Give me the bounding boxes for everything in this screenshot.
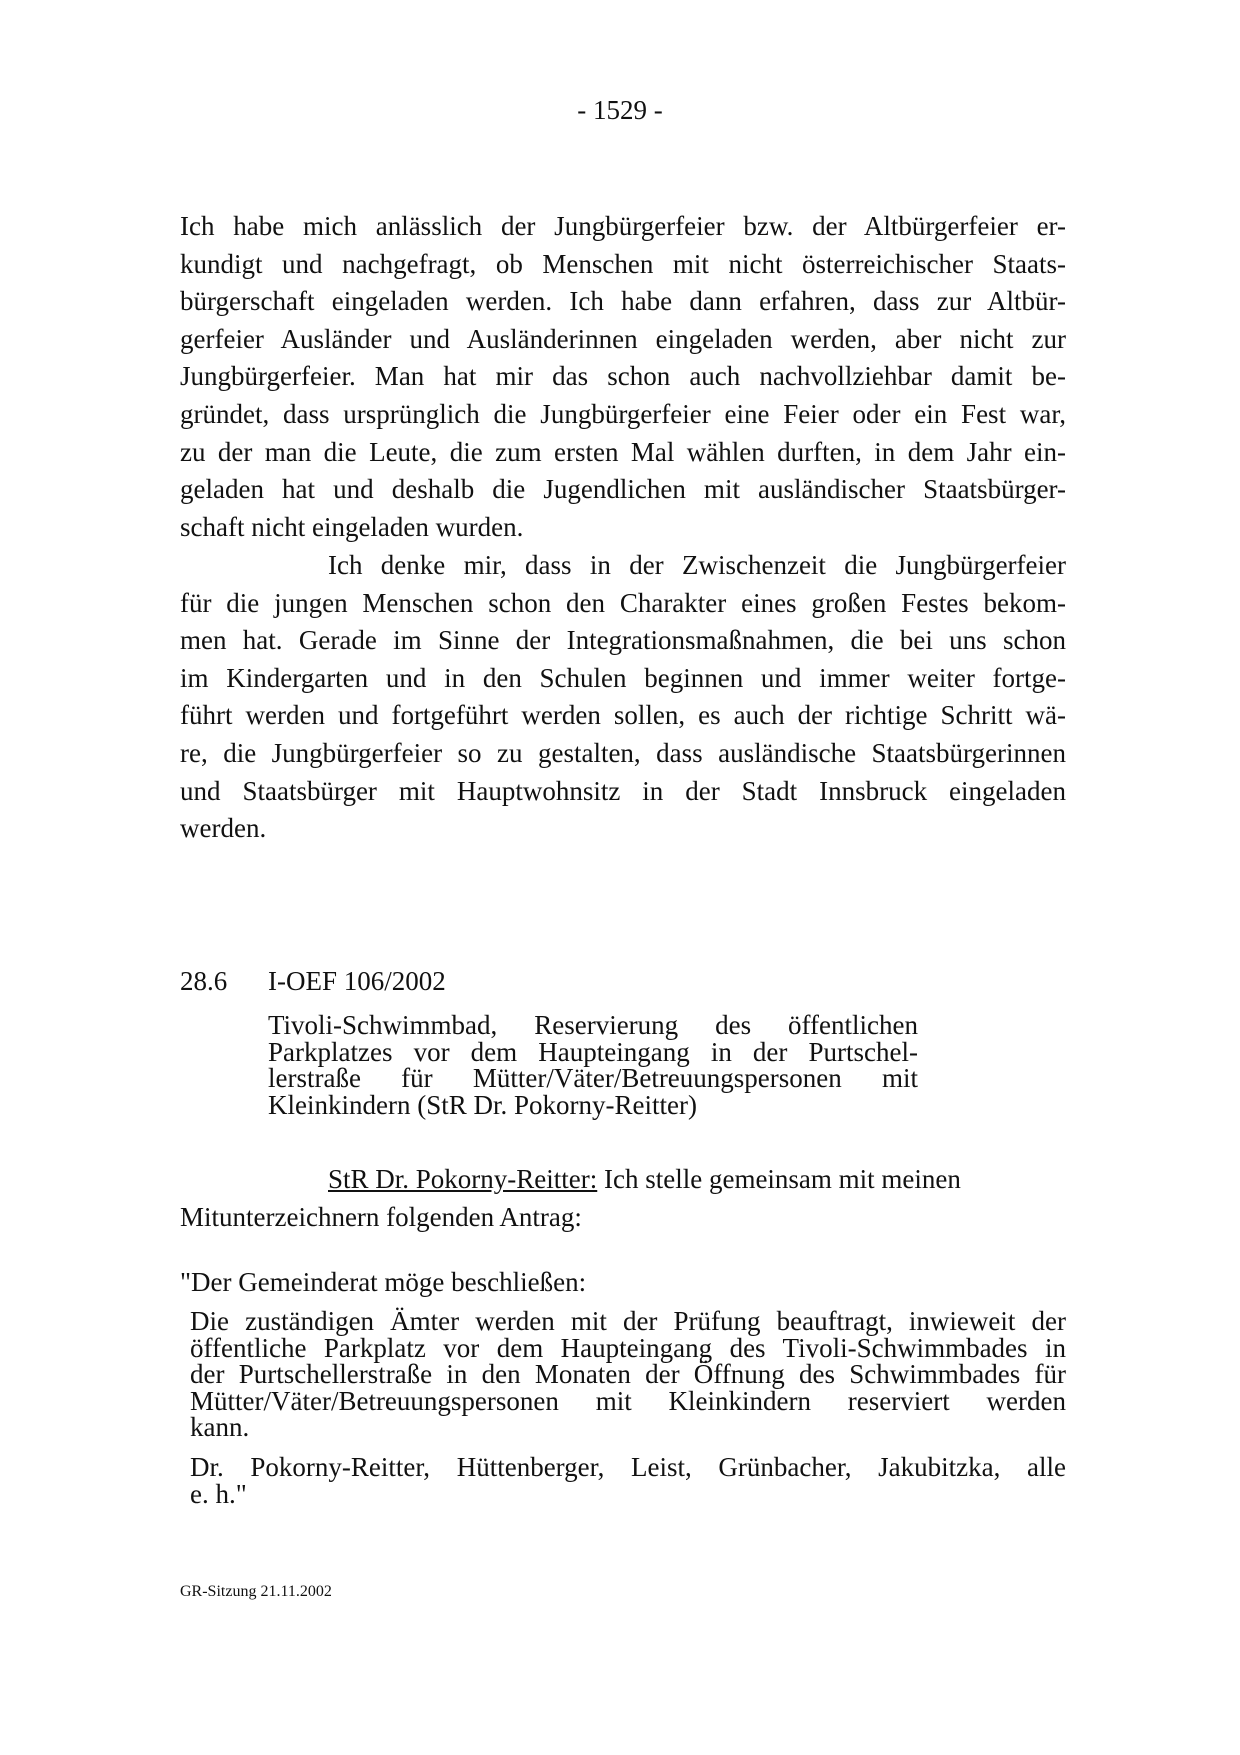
motion-line: Die zuständigen Ämter werden mit der Prüfung beauftragt, inwieweit der [190,1306,1066,1336]
motion-body [190,1308,1066,1441]
title-line: Kleinkindern (StR Dr. Pokorny-Reitter) [268,1089,697,1120]
title-line: lerstraße für Mütter/Väter/Betreuungspersonen mit [268,1063,918,1093]
motion-opening: "Der Gemeinderat möge beschließen: [180,1267,587,1297]
paragraph-line: Ich denke mir, dass in der Zwischenzeit die Jungbürgerfeier [328,550,1066,580]
paragraph-line: bürgerschaft eingeladen werden. Ich habe dann erfahren, dass zur Altbür- [180,286,1066,317]
paragraph-line: Jungbürgerfeier. Man hat mir das schon auch nachvollziehbar damit be- [180,361,1066,392]
agenda-item-number: 28.6 [180,966,228,996]
speech-text: Ich stelle gemeinsam mit meinen [604,1164,961,1194]
signers-line: e. h." [190,1478,247,1509]
page-number: - 1529 - [577,95,663,125]
paragraph-line: werden. [180,813,267,844]
paragraph-line: für die jungen Menschen schon den Charakter eines großen Festes bekom- [180,587,1066,618]
motion-line: der Purtschellerstraße in den Monaten der Öffnung des Schwimmbades für [190,1359,1066,1389]
speech-text: Mitunterzeichnern folgenden Antrag: [180,1202,582,1232]
paragraph-line: Ich habe mich anlässlich der Jungbürgerfeier bzw. der Altbürgerfeier er- [180,211,1066,241]
motion-signers [190,1454,1066,1507]
title-line: Tivoli-Schwimmbad, Reservierung des öffentlichen [268,1010,918,1040]
agenda-item-reference: I-OEF 106/2002 [268,966,446,996]
paragraph-line: men hat. Gerade im Sinne der Integrationsmaßnahmen, die bei uns schon [180,625,1066,656]
paragraph-line: gründet, dass ursprünglich die Jungbürgerfeier eine Feier oder ein Fest war, [180,398,1066,429]
paragraph-line: im Kindergarten und in den Schulen beginnen und immer weiter fortge- [180,662,1066,693]
paragraph-1 [180,208,1066,546]
agenda-item-title [268,1012,918,1118]
title-line: Parkplatzes vor dem Haupteingang in der Purtschel- [268,1036,918,1067]
motion-line: öffentliche Parkplatz vor dem Haupteingang des Tivoli-Schwimmbades in [190,1332,1066,1363]
page-footer: GR-Sitzung 21.11.2002 [180,1583,332,1600]
paragraph-line: kundigt und nachgefragt, ob Menschen mit nicht österreichischer Staats- [180,248,1066,279]
signers-line: Dr. Pokorny-Reitter, Hüttenberger, Leist, Grünbacher, Jakubitzka, alle [190,1452,1066,1482]
speaker-name: StR Dr. Pokorny-Reitter: [328,1164,598,1194]
paragraph-line: geladen hat und deshalb die Jugendlichen mit ausländischer Staatsbürger- [180,474,1066,505]
paragraph-line: gerfeier Ausländer und Ausländerinnen eingeladen werden, aber nicht zur [180,323,1066,354]
motion-line: kann. [190,1412,250,1442]
speech-intro [180,1160,1066,1236]
paragraph-line: re, die Jungbürgerfeier so zu gestalten, dass ausländische Staatsbürgerinnen [180,737,1066,768]
paragraph-2 [180,547,1066,848]
paragraph-line: führt werden und fortgeführt werden sollen, es auch der richtige Schritt wä- [180,700,1066,731]
paragraph-line: und Staatsbürger mit Hauptwohnsitz in der Stadt Innsbruck eingeladen [180,775,1066,806]
paragraph-line: zu der man die Leute, die zum ersten Mal wählen durften, in dem Jahr ein- [180,436,1066,467]
motion-line: Mütter/Väter/Betreuungspersonen mit Kleinkindern reserviert werden [190,1385,1066,1416]
paragraph-line: schaft nicht eingeladen wurden. [180,511,524,542]
